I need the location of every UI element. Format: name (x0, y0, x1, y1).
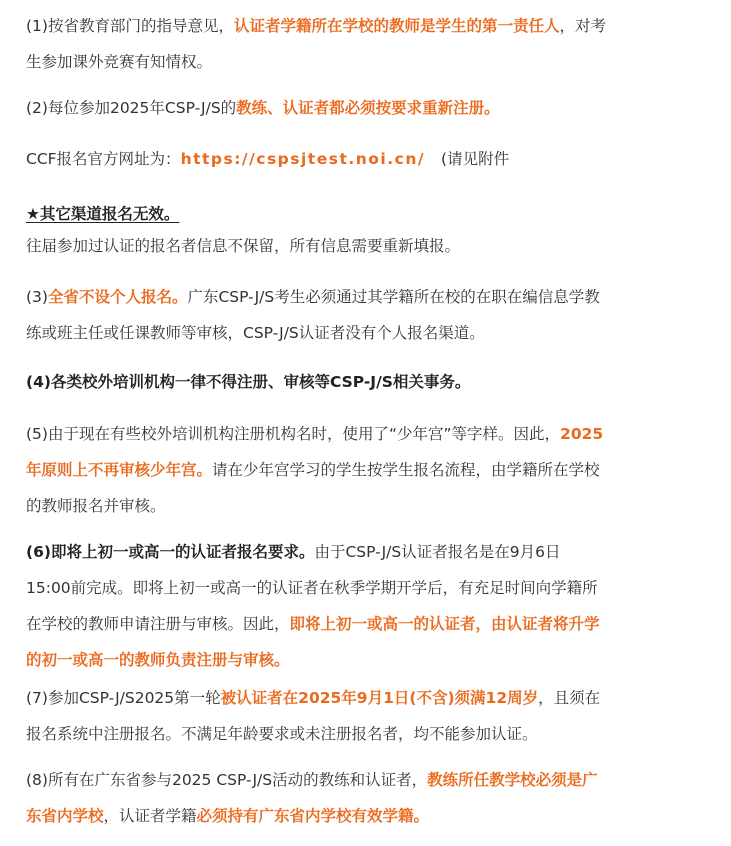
paragraph-line: 往届参加过认证的报名者信息不保留，所有信息需要重新填报。 (26, 237, 461, 255)
text-run: (7)参加CSP-J/S2025第一轮 (26, 689, 221, 707)
paragraph-star (26, 196, 716, 264)
paragraph-line: 练或班主任或任课教师等审核，CSP-J/S认证者没有个人报名渠道。 (26, 324, 485, 342)
highlight-text: 必须持有广东省内学校有效学籍。 (196, 807, 430, 825)
text-run: (请见附件 (441, 150, 510, 168)
paragraph-3 (26, 279, 716, 351)
text-run: 由于CSP-J/S认证者报名是在9月6日 (314, 543, 561, 561)
paragraph-line: 生参加课外竞赛有知情权。 (26, 53, 213, 71)
paragraph-4 (26, 364, 716, 400)
text-run: (5)由于现在有些校外培训机构注册机构名时，使用了“少年宫”等字样。因此， (26, 425, 561, 443)
bold-text: (6)即将上初一或高一的认证者报名要求。 (26, 543, 315, 561)
highlight-text: 2025 (560, 425, 604, 443)
paragraph-line (26, 416, 716, 452)
highlight-text: 年原则上不再审核少年宫。 (26, 461, 213, 479)
text-run: ，认证者学籍 (103, 807, 197, 825)
paragraph-line (26, 762, 716, 798)
text-run: CCF报名官方网址为： (26, 150, 181, 168)
highlight-text: 的初一或高一的教师负责注册与审核。 (26, 651, 290, 669)
text-run: ，对考 (559, 17, 606, 35)
paragraph-5 (26, 416, 716, 524)
text-run: (3) (26, 288, 48, 306)
highlight-text: 全省不设个人报名。 (47, 288, 188, 306)
paragraph-line (26, 279, 716, 315)
paragraph-1 (26, 8, 716, 80)
paragraph-line (26, 141, 716, 177)
paragraph-8 (26, 762, 716, 834)
paragraph-url (26, 141, 716, 177)
highlight-text: 即将上初一或高一的认证者，由认证者将升学 (289, 615, 600, 633)
paragraph-line (26, 642, 716, 678)
text-run: ，且须在 (538, 689, 601, 707)
paragraph-line (26, 534, 716, 570)
paragraph-line (26, 680, 716, 716)
paragraph-line: 报名系统中注册报名。不满足年龄要求或未注册报名者，均不能参加认证。 (26, 725, 538, 743)
paragraph-line: 的教师报名并审核。 (26, 497, 166, 515)
paragraph-line (26, 90, 716, 126)
paragraph-line: (4)各类校外培训机构一律不得注册、审核等CSP-J/S相关事务。 (26, 373, 471, 391)
text-run: (2)每位参加2025年CSP-J/S的 (26, 99, 237, 117)
paragraph-line (26, 452, 716, 488)
highlight-text: 教练、认证者都必须按要求重新注册。 (236, 99, 500, 117)
paragraph-line (26, 798, 716, 834)
paragraph-line (26, 606, 716, 642)
text-run: (8)所有在广东省参与2025 CSP-J/S活动的教练和认证者， (26, 771, 428, 789)
paragraph-line (26, 196, 716, 228)
paragraph-2 (26, 90, 716, 126)
highlight-text: 东省内学校 (26, 807, 104, 825)
highlight-text: 认证者学籍所在学校的教师是学生的第一责任人 (233, 17, 560, 35)
paragraph-line: 15:00前完成。即将上初一或高一的认证者在秋季学期开学后，有充足时间向学籍所 (26, 579, 598, 597)
text-run: 广东CSP-J/S考生必须通过其学籍所在校的在职在编信息学教 (187, 288, 600, 306)
paragraph-line (26, 8, 716, 44)
paragraph-6 (26, 534, 716, 678)
registration-link[interactable]: https://cspsjtest.noi.cn/ (180, 150, 426, 168)
text-run: 在学校的教师申请注册与审核。因此， (26, 615, 290, 633)
highlight-text: 教练所任教学校必须是广 (427, 771, 598, 789)
paragraph-7 (26, 680, 716, 752)
bold-notice: ★其它渠道报名无效。 (26, 205, 180, 223)
text-run: (1)按省教育部门的指导意见， (26, 17, 234, 35)
text-run: 请在少年宫学习的学生按学生报名流程，由学籍所在学校 (212, 461, 600, 479)
highlight-text: 被认证者在2025年9月1日(不含)须满12周岁 (220, 689, 539, 707)
